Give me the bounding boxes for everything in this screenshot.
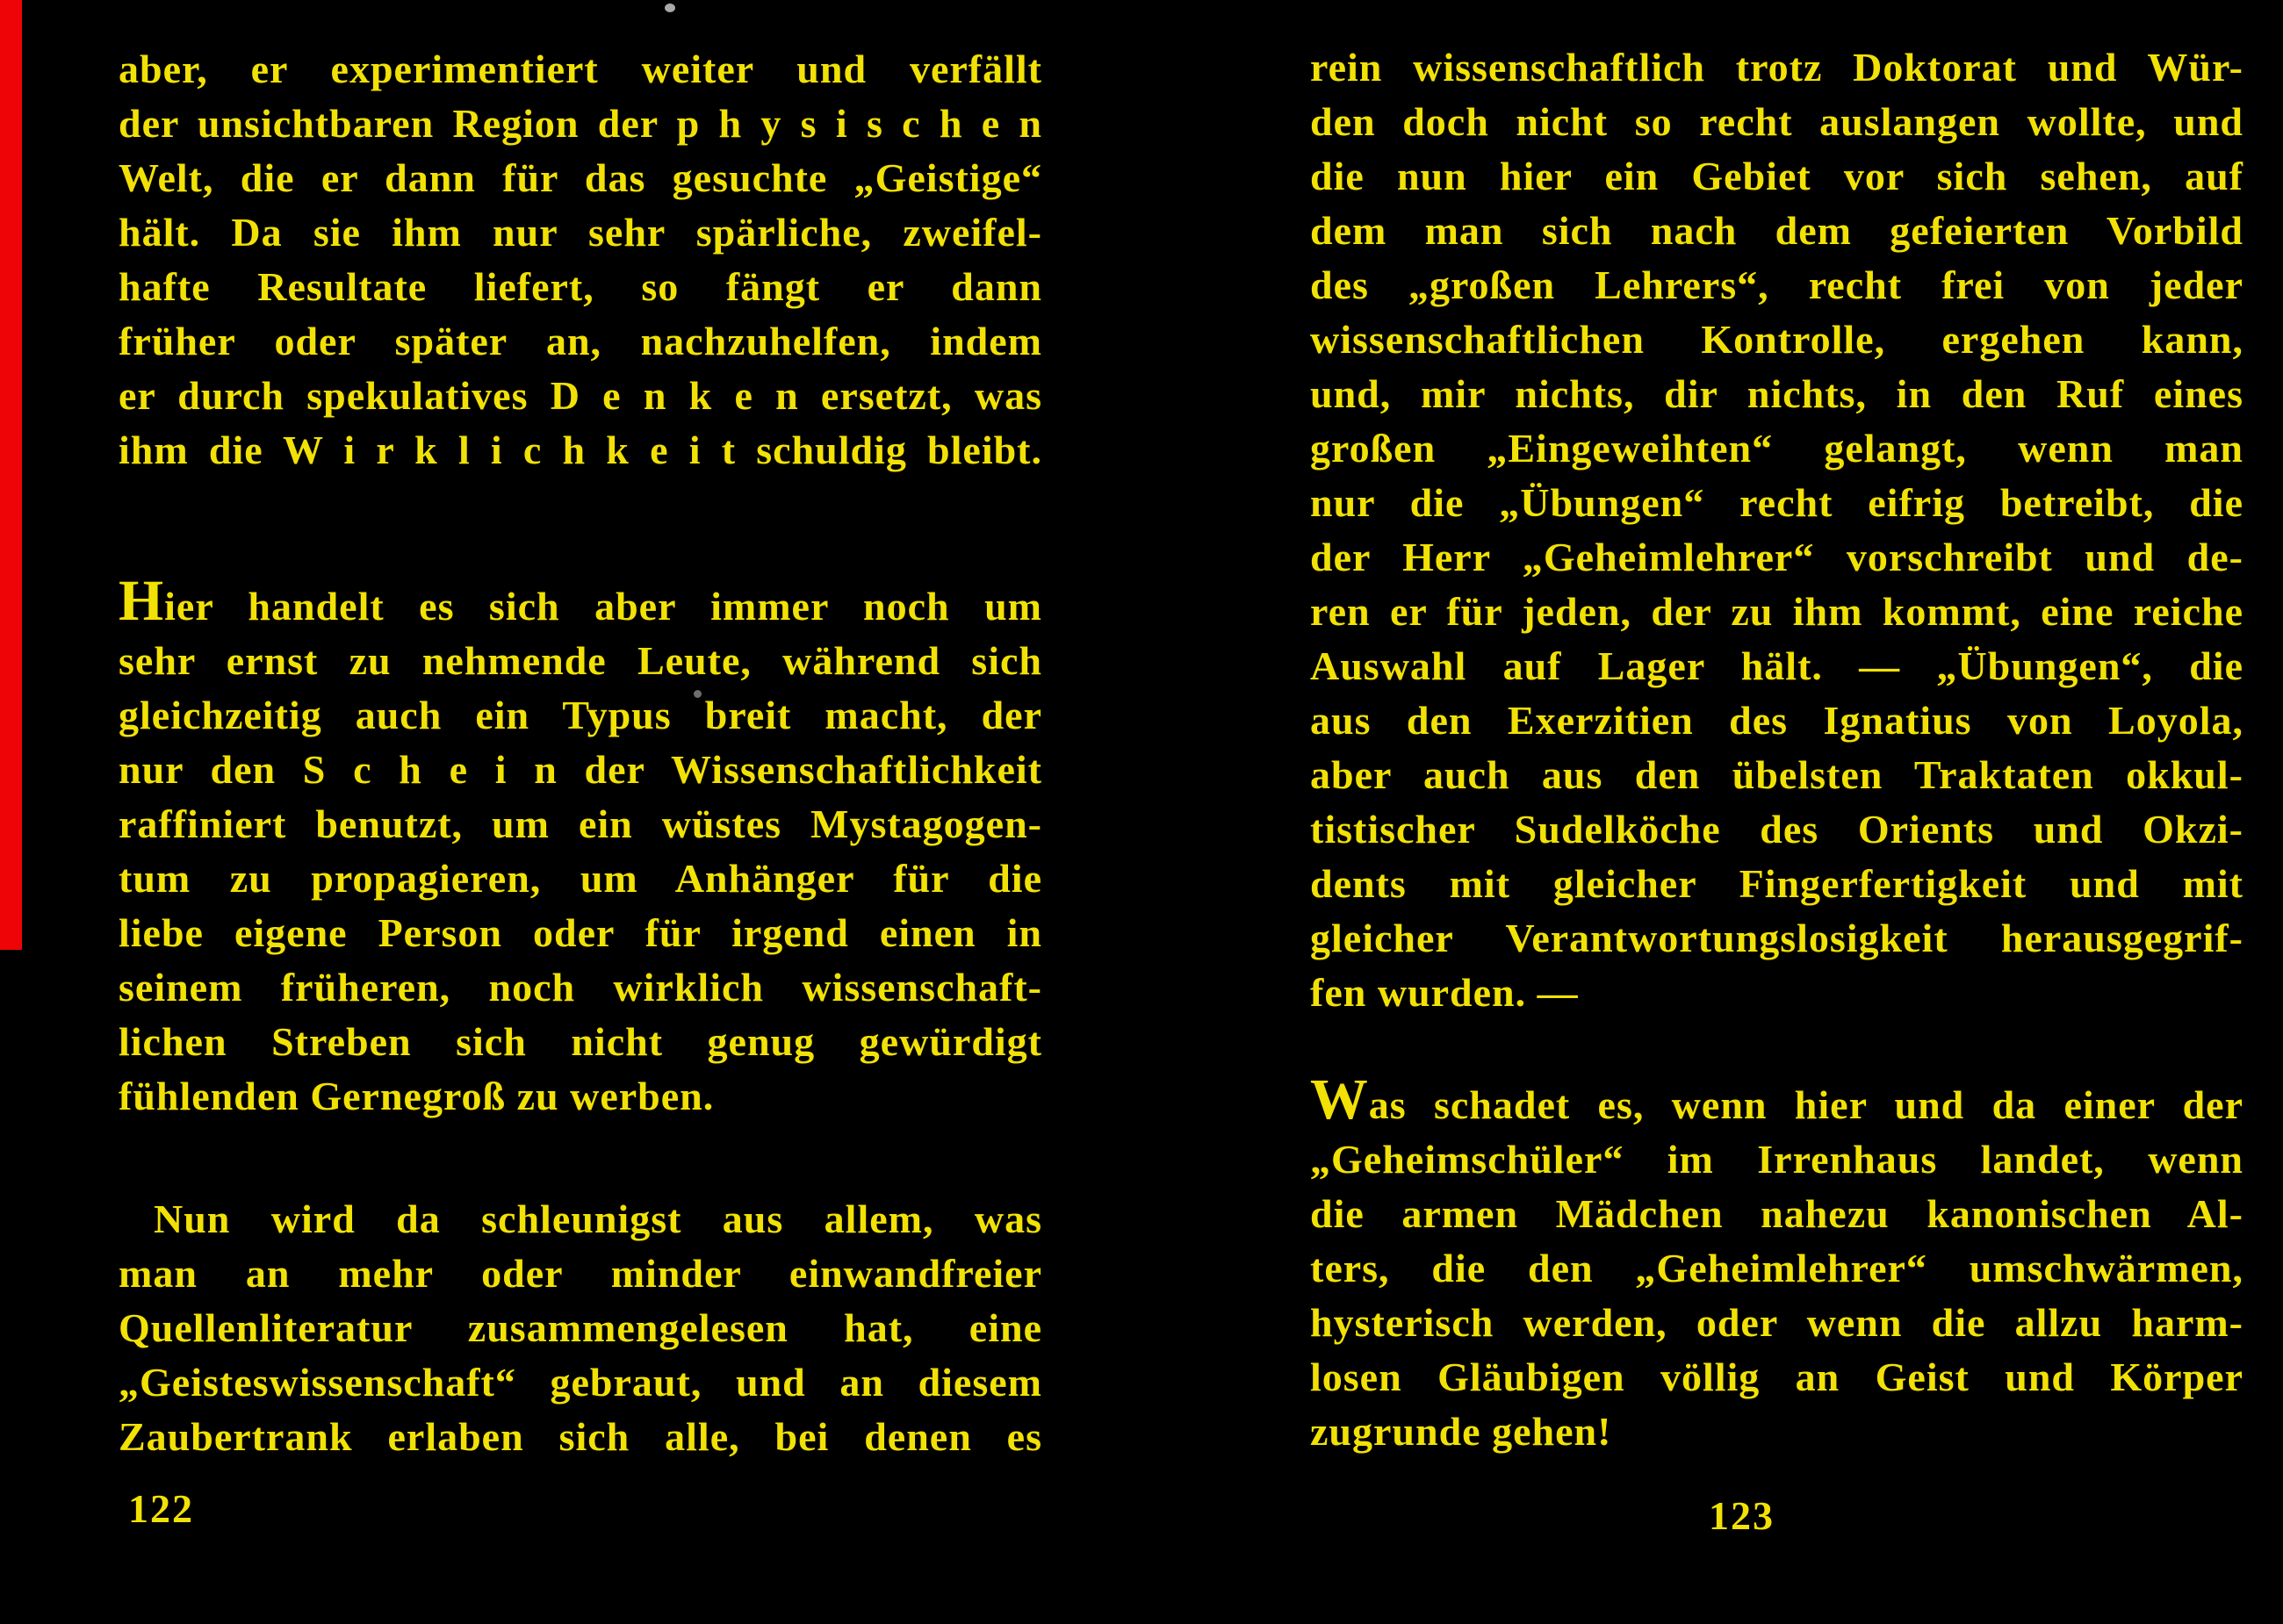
text-line: ters, die den „Geheimlehrer“ umschwärmen, [1310,1246,2243,1290]
text-line: die armen Mädchen nahezu kanonischen Al- [1310,1191,2243,1236]
text-line: und, mir nichts, dir nichts, in den Ruf eines [1310,371,2243,416]
text-line: der Herr „Geheimlehrer“ vorschreibt und de- [1310,535,2243,579]
text-line: den doch nicht so recht auslangen wollte, und [1310,99,2243,144]
text-line: seinem früheren, noch wirklich wissenschaft- [119,965,1042,1010]
text-line: man an mehr oder minder einwandfreier [119,1251,1042,1296]
paragraph [1310,40,2243,1020]
text-line: hysterisch werden, oder wenn die allzu harm- [1310,1300,2243,1345]
text-line: losen Gläubigen völlig an Geist und Körper [1310,1355,2243,1399]
text-line: aber auch aus den übelsten Traktaten okkul- [1310,752,2243,797]
text-line: nur den S c h e i n der Wissenschaftlichkeit [119,747,1042,792]
text-line: er durch spekulatives D e n k e n ersetzt, was [119,373,1042,418]
text-line: fen wurden. — [1310,970,1579,1015]
text-line: früher oder später an, nachzuhelfen, indem [119,319,1042,363]
text-line: Quellenliteratur zusammengelesen hat, eine [119,1305,1042,1350]
text-line: großen „Eingeweihten“ gelangt, wenn man [1310,426,2243,471]
text-line: dem man sich nach dem gefeierten Vorbild [1310,208,2243,253]
text-line: Zaubertrank erlaben sich alle, bei denen es [119,1414,1042,1459]
text-line: der unsichtbaren Region der p h y s i s c h e n [119,101,1042,146]
page-number-left: 122 [128,1486,194,1531]
text-line: „Geheimschüler“ im Irrenhaus landet, wenn [1310,1137,2243,1182]
text-line: hält. Da sie ihm nur sehr spärliche, zweifel- [119,210,1042,255]
text-line: tum zu propagieren, um Anhänger für die [119,856,1042,901]
text-line: wissenschaftlichen Kontrolle, ergehen kann, [1310,317,2243,362]
text-line: „Geisteswissenschaft“ gebraut, und an diesem [119,1360,1042,1405]
text-line: gleicher Verantwortungslosigkeit herausgegrif- [1310,916,2243,960]
text-line: gleichzeitig auch ein Typus breit macht, der [119,693,1042,737]
text-line: ren er für jeden, der zu ihm kommt, eine reiche [1310,589,2243,634]
text-line: Was schadet es, wenn hier und da einer der [1310,1067,2243,1132]
text-line: Auswahl auf Lager hält. — „Übungen“, die [1310,643,2243,688]
text-line: nur die „Übungen“ recht eifrig betreibt, die [1310,480,2243,525]
text-line: liebe eigene Person oder für irgend einen in [119,910,1042,955]
text-line: aus den Exerzitien des Ignatius von Loyola, [1310,698,2243,743]
paragraph [119,1192,1042,1464]
text-line: Hier handelt es sich aber immer noch um [119,569,1042,633]
paragraph [119,42,1042,478]
text-line: sehr ernst zu nehmende Leute, während sich [119,638,1042,683]
text-line: aber, er experimentiert weiter und verfällt [119,47,1042,91]
text-line: rein wissenschaftlich trotz Doktorat und Wür- [1310,45,2243,90]
initial-capital: H [119,569,165,633]
text-line: des „großen Lehrers“, recht frei von jeder [1310,262,2243,307]
text-line: tistischer Sudelköche des Orients und Okzi- [1310,807,2243,852]
left-edge-red-strip [0,0,22,950]
paragraph [1310,1067,2243,1459]
page-right [1310,0,2243,1624]
initial-capital: W [1310,1067,1369,1132]
page-number-right: 123 [1709,1493,1775,1538]
text-line: Nun wird da schleunigst aus allem, was [154,1196,1042,1241]
text-line: zugrunde gehen! [1310,1409,1612,1454]
text-line: lichen Streben sich nicht genug gewürdigt [119,1019,1042,1064]
text-line: die nun hier ein Gebiet vor sich sehen, auf [1310,154,2243,198]
text-line: Welt, die er dann für das gesuchte „Geistige“ [119,155,1042,200]
text-line: hafte Resultate liefert, so fängt er dann [119,264,1042,309]
paragraph [119,569,1042,1124]
page-left [119,0,1042,1624]
text-line: raffiniert benutzt, um ein wüstes Mystagogen- [119,801,1042,846]
text-line: fühlenden Gernegroß zu werben. [119,1074,715,1118]
text-line: ihm die W i r k l i c h k e i t schuldig bleibt. [119,428,1042,472]
text-line: dents mit gleicher Fingerfertigkeit und mit [1310,861,2243,906]
